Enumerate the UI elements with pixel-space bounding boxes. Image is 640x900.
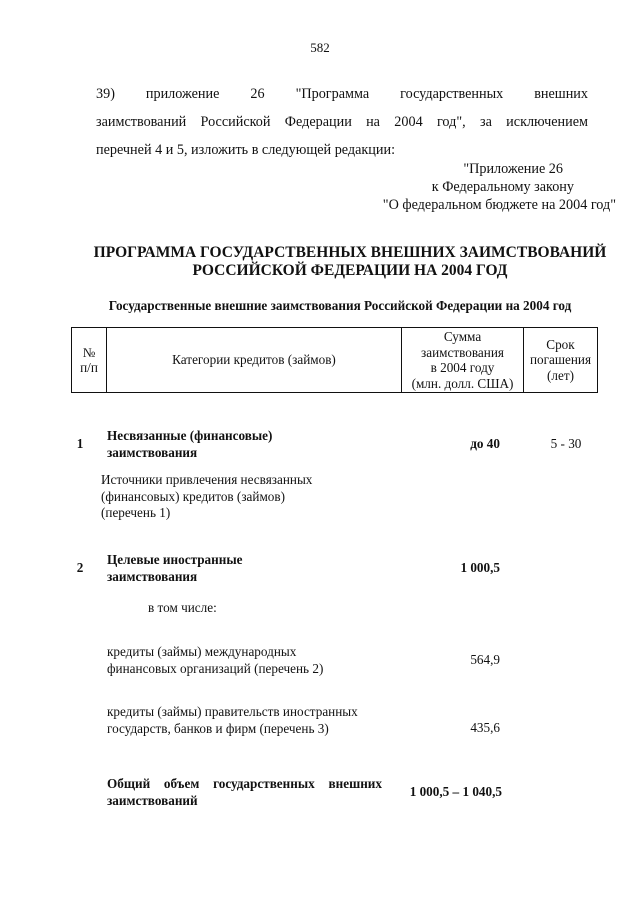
table-subtitle: Государственные внешние заимствования Российской Федерации на 2004 год — [108, 298, 572, 313]
intro-line-3: перечней 4 и 5, изложить в следующей редакции: — [96, 142, 396, 158]
row-2-number: 2 — [76, 560, 84, 575]
row-2b-sum: 435,6 — [470, 720, 500, 735]
intro-line-1: 39) приложение 26 "Программа государственных внешних — [96, 86, 588, 102]
intro-line-2: заимствований Российской Федерации на 2004 год", за исключением — [96, 114, 588, 130]
row-1-label: Несвязанные (финансовые) заимствования — [107, 428, 273, 460]
row-2b-label: кредиты (займы) правительств иностранных государств, банков и фирм (перечень 3) — [107, 704, 358, 736]
annex-line-2: к Федеральному закону — [431, 179, 574, 195]
annex-line-1: "Приложение 26 — [463, 161, 563, 177]
header-category: Категории кредитов (займов) — [107, 328, 402, 393]
row-2-label: Целевые иностранные заимствования — [107, 552, 243, 584]
row-2-sum: 1 000,5 — [460, 560, 500, 575]
row-1-term: 5 - 30 — [550, 436, 582, 451]
header-term: Срок погашения (лет) — [524, 328, 598, 393]
row-2a-sum: 564,9 — [470, 652, 500, 667]
total-sum: 1 000,5 – 1 040,5 — [409, 784, 502, 799]
annex-line-3: "О федеральном бюджете на 2004 год" — [382, 197, 616, 213]
row-1-note: Источники привлечения несвязанных (финансовых) кредитов (займов) (перечень 1) — [101, 472, 313, 520]
row-2-including: в том числе: — [148, 600, 217, 615]
row-1-sum: до 40 — [470, 436, 500, 451]
header-sum: Сумма заимствования в 2004 году (млн. долл. США) — [402, 328, 524, 393]
table-header — [71, 327, 598, 393]
program-title-line-2: РОССИЙСКОЙ ФЕДЕРАЦИИ НА 2004 ГОД — [192, 262, 508, 279]
row-1-number: 1 — [76, 436, 84, 451]
page-number: 582 — [310, 40, 330, 55]
program-title-line-1: ПРОГРАММА ГОСУДАРСТВЕННЫХ ВНЕШНИХ ЗАИМСТВОВАНИЙ — [93, 244, 607, 261]
row-2a-label: кредиты (займы) международных финансовых организаций (перечень 2) — [107, 644, 324, 676]
total-label: Общий объем государственных внешних заимствований — [107, 776, 382, 808]
header-number: № п/п — [72, 328, 107, 393]
program-title — [80, 244, 620, 280]
